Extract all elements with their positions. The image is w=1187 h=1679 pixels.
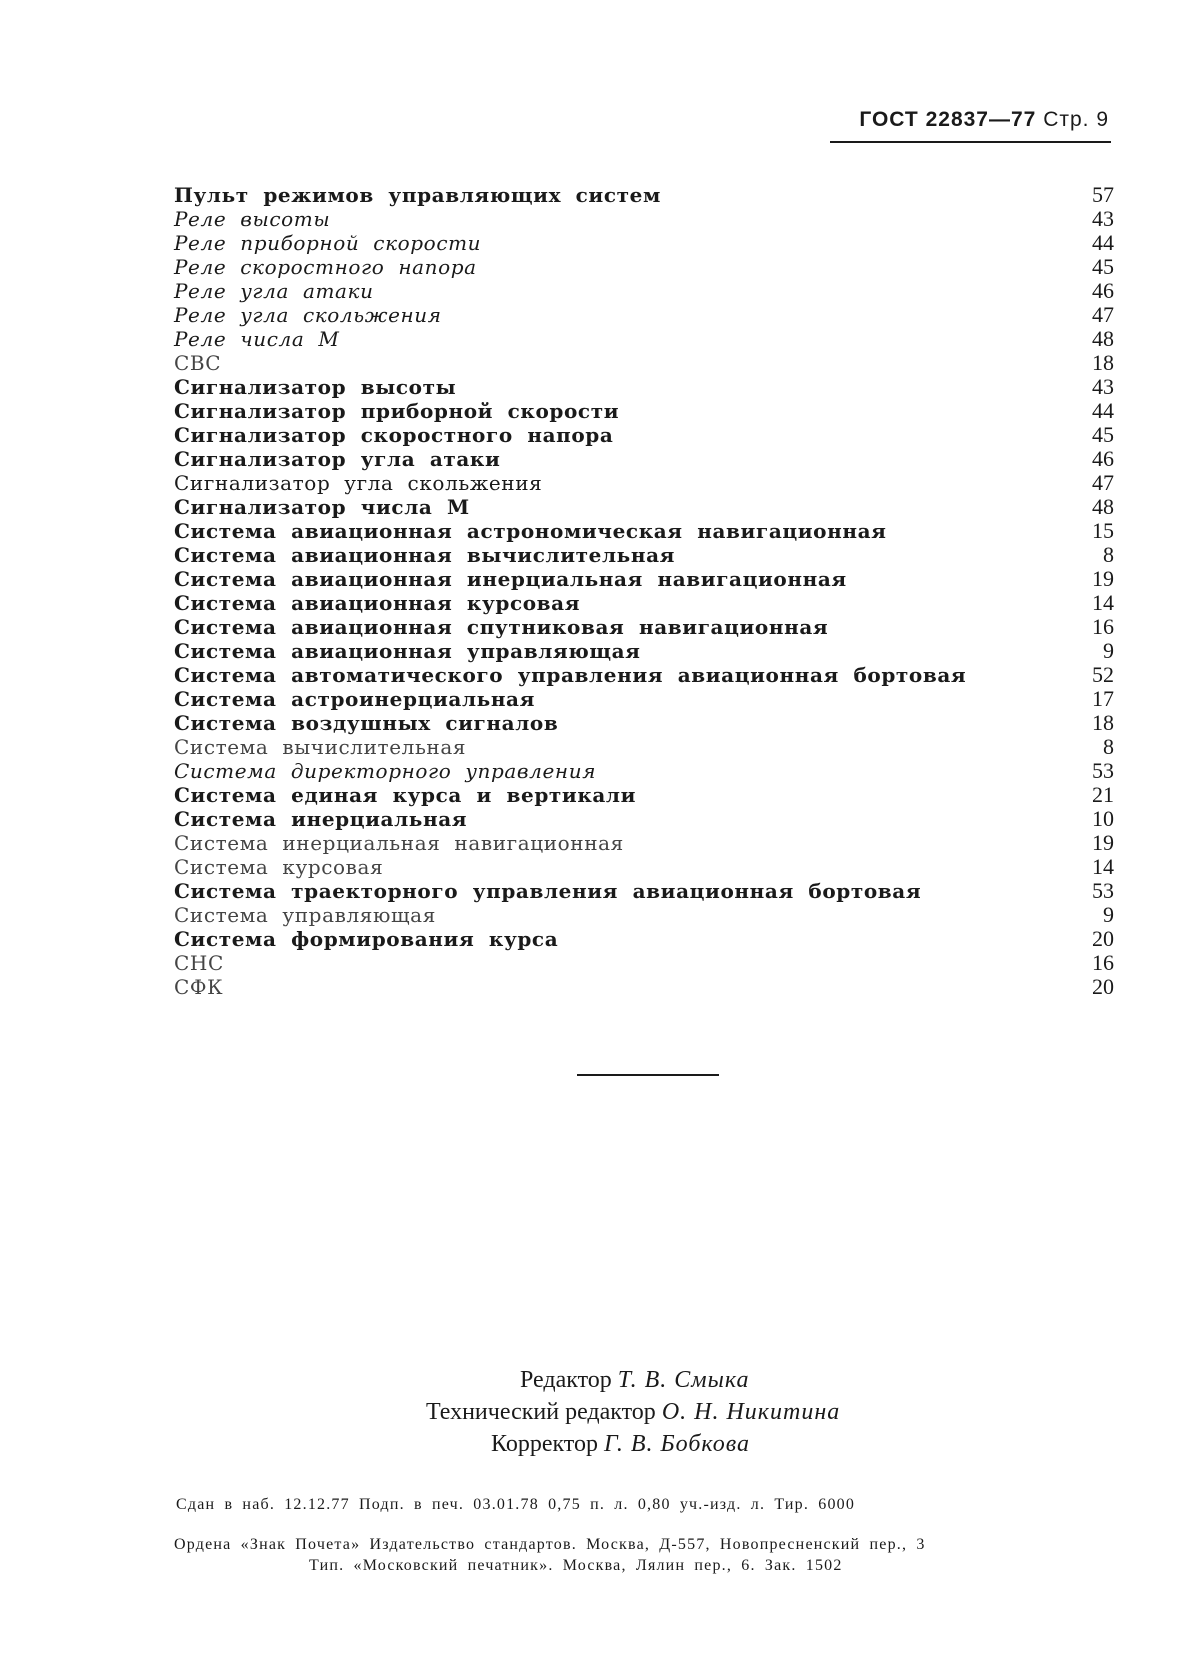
index-page-number: 8 — [1103, 542, 1114, 567]
index-entry — [174, 615, 1114, 639]
index-term: Сигнализатор угла атаки — [174, 447, 501, 471]
index-page-number: 9 — [1103, 902, 1114, 927]
index-page-number: 17 — [1092, 686, 1114, 711]
editor-role: Редактор — [520, 1367, 612, 1393]
index-entry — [174, 255, 1114, 279]
index-entry — [174, 399, 1114, 423]
index-entry — [174, 447, 1114, 471]
proofreader-name: Г. В. Бобкова — [603, 1431, 750, 1457]
index-term: Система инерциальная навигационная — [174, 831, 624, 855]
tech-editor-name: О. Н. Никитина — [661, 1399, 841, 1425]
index-page-number: 20 — [1092, 974, 1114, 999]
index-term: Реле угла скольжения — [174, 303, 442, 327]
index-entry — [174, 327, 1114, 351]
index-term: Сигнализатор угла скольжения — [174, 471, 543, 495]
index-page-number: 16 — [1092, 950, 1114, 975]
index-term: Система директорного управления — [174, 759, 597, 783]
index-entry — [174, 231, 1114, 255]
index-page-number: 14 — [1092, 854, 1114, 879]
index-page-number: 43 — [1092, 374, 1114, 399]
index-entry — [174, 663, 1114, 687]
section-divider — [577, 1074, 719, 1076]
imprint-line-2: Ордена «Знак Почета» Издательство стандартов. Москва, Д-557, Новопресненский пер., 3 — [174, 1536, 926, 1553]
index-page-number: 52 — [1092, 662, 1114, 687]
index-term: Сигнализатор приборной скорости — [174, 399, 620, 423]
index-entry — [174, 183, 1114, 207]
editor-name: Т. В. Смыка — [617, 1367, 750, 1393]
index-term: Реле высоты — [174, 207, 331, 231]
index-entry — [174, 543, 1114, 567]
index-term: Система воздушных сигналов — [174, 711, 559, 735]
index-page-number: 57 — [1092, 182, 1114, 207]
index-entry — [174, 471, 1114, 495]
editor-line — [520, 1367, 749, 1394]
index-page-number: 44 — [1092, 230, 1114, 255]
index-term: Система авиационная вычислительная — [174, 543, 676, 567]
index-entry — [174, 303, 1114, 327]
index-page-number: 18 — [1092, 710, 1114, 735]
index-entry — [174, 639, 1114, 663]
index-term: Система автоматического управления авиационная бортовая — [174, 663, 967, 687]
page-number-label: Стр. 9 — [1043, 108, 1109, 131]
index-term: Система астроинерциальная — [174, 687, 535, 711]
page-header — [859, 108, 1109, 132]
index-page-number: 53 — [1092, 758, 1114, 783]
index-page-number: 16 — [1092, 614, 1114, 639]
index-term: Система авиационная курсовая — [174, 591, 581, 615]
index-page-number: 45 — [1092, 254, 1114, 279]
index-page-number: 48 — [1092, 494, 1114, 519]
index-page-number: 20 — [1092, 926, 1114, 951]
index-entry — [174, 855, 1114, 879]
index-entry — [174, 495, 1114, 519]
index-entry — [174, 783, 1114, 807]
index-page-number: 46 — [1092, 446, 1114, 471]
imprint-line-3: Тип. «Московский печатник». Москва, Лялин пер., 6. Зак. 1502 — [309, 1557, 843, 1574]
index-term: Сигнализатор высоты — [174, 375, 457, 399]
index-entry — [174, 927, 1114, 951]
index-term: Система инерциальная — [174, 807, 468, 831]
index-term: Система авиационная спутниковая навигационная — [174, 615, 829, 639]
index-page-number: 15 — [1092, 518, 1114, 543]
index-term: Система управляющая — [174, 903, 436, 927]
index-page-number: 44 — [1092, 398, 1114, 423]
index-term: Система вычислительная — [174, 735, 467, 759]
proofreader-role: Корректор — [491, 1431, 598, 1457]
index-entry — [174, 375, 1114, 399]
index-page-number: 46 — [1092, 278, 1114, 303]
header-rule — [830, 141, 1111, 143]
index-entry — [174, 567, 1114, 591]
index-term: Реле угла атаки — [174, 279, 374, 303]
index-page-number: 53 — [1092, 878, 1114, 903]
index-term: Реле скоростного напора — [174, 255, 477, 279]
index-entry — [174, 807, 1114, 831]
index-page-number: 21 — [1092, 782, 1114, 807]
index-term: Система траекторного управления авиационная бортовая — [174, 879, 922, 903]
index-term: Система единая курса и вертикали — [174, 783, 637, 807]
index-page-number: 19 — [1092, 566, 1114, 591]
index-entry — [174, 519, 1114, 543]
index-term: СВС — [174, 351, 222, 375]
index-entry — [174, 351, 1114, 375]
index-page-number: 47 — [1092, 302, 1114, 327]
tech-editor-role: Технический редактор — [426, 1399, 656, 1425]
index-entry — [174, 951, 1114, 975]
index-entry — [174, 831, 1114, 855]
index-page-number: 18 — [1092, 350, 1114, 375]
index-page-number: 8 — [1103, 734, 1114, 759]
index-entry — [174, 423, 1114, 447]
index-term: Система формирования курса — [174, 927, 559, 951]
index-page-number: 45 — [1092, 422, 1114, 447]
index-term: Реле приборной скорости — [174, 231, 482, 255]
index-page-number: 10 — [1092, 806, 1114, 831]
index-entry — [174, 687, 1114, 711]
index-term: Пульт режимов управляющих систем — [174, 183, 661, 207]
index-page-number: 19 — [1092, 830, 1114, 855]
index-term: Система курсовая — [174, 855, 384, 879]
index-page-number: 47 — [1092, 470, 1114, 495]
standard-title: ГОСТ 22837—77 — [859, 108, 1037, 131]
index-term: Реле числа М — [174, 327, 340, 351]
index-entry — [174, 735, 1114, 759]
index-page-number: 48 — [1092, 326, 1114, 351]
term-index-list — [174, 183, 1114, 999]
index-entry — [174, 759, 1114, 783]
index-page-number: 14 — [1092, 590, 1114, 615]
index-term: СФК — [174, 975, 224, 999]
index-term: Система авиационная управляющая — [174, 639, 641, 663]
index-entry — [174, 279, 1114, 303]
imprint-line-1: Сдан в наб. 12.12.77 Подп. в печ. 03.01.78 0,75 п. л. 0,80 уч.-изд. л. Тир. 6000 — [176, 1496, 856, 1513]
index-term: СНС — [174, 951, 224, 975]
index-entry — [174, 975, 1114, 999]
index-page-number: 9 — [1103, 638, 1114, 663]
tech-editor-line — [426, 1399, 840, 1426]
index-term: Система авиационная астрономическая навигационная — [174, 519, 887, 543]
index-entry — [174, 711, 1114, 735]
index-entry — [174, 207, 1114, 231]
index-term: Система авиационная инерциальная навигационная — [174, 567, 847, 591]
index-page-number: 43 — [1092, 206, 1114, 231]
index-entry — [174, 591, 1114, 615]
index-entry — [174, 903, 1114, 927]
proofreader-line — [491, 1431, 750, 1458]
index-term: Сигнализатор скоростного напора — [174, 423, 614, 447]
index-term: Сигнализатор числа М — [174, 495, 470, 519]
index-entry — [174, 879, 1114, 903]
